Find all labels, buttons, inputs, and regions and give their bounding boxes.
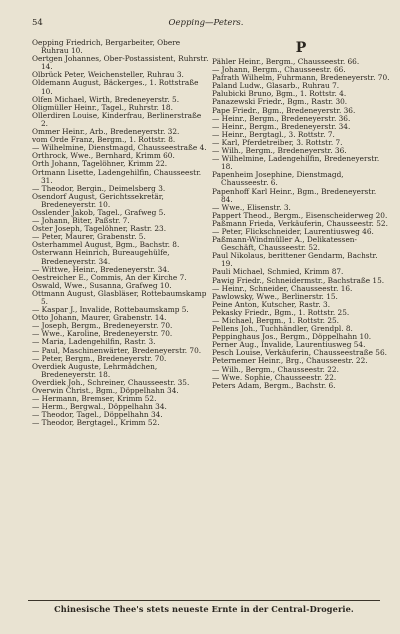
directory-entry: Otto Johann, Maurer, Grabenstr. 14. xyxy=(32,313,167,323)
directory-entry: — Peter, Bergm., Bredeneyerstr. 70. xyxy=(32,353,167,363)
directory-entry: — Wwe., Elisenstr. 3. xyxy=(212,202,291,212)
advertisement-footer: Chinesische Thee's stets neueste Ernte in der Central-Drogerie. xyxy=(28,600,380,614)
directory-entry: Panazewski Friedr., Bgm., Rastr. 30. xyxy=(212,97,348,107)
directory-entry: Osendorf August, Gerichtssekretär, Bredeneyerstr. 10. xyxy=(32,191,164,209)
directory-entry: — Wwe. Sophie, Chausseestr. 22. xyxy=(212,372,337,382)
page-header xyxy=(32,18,380,32)
directory-entry: Papenheim Josephine, Dienstmagd, Chausseestr. 6. xyxy=(212,170,344,188)
directory-entry: vom Orde Franz, Bergm., 1. Rottstr. 8. xyxy=(32,135,176,145)
directory-entry: Oepping Friedrich, Bergarbeiter, Obere Ruhrau 10. xyxy=(32,38,181,56)
left-column xyxy=(32,39,210,428)
directory-entry: — Herm., Bergwal., Döppelhahn 34. xyxy=(32,402,167,412)
directory-entry: Pawlowsky, Wwe., Berlinerstr. 15. xyxy=(212,291,338,301)
directory-entry: Papenhoff Karl Heinr., Bgm., Bredeneyerstr. 84. xyxy=(212,186,377,204)
directory-entry: — Johann, Bergm., Chausseestr. 66. xyxy=(212,65,346,75)
directory-entry: — Theodor, Bergtagel., Krimm 52. xyxy=(32,418,160,428)
directory-entry: Oswald, Wwe., Susanna, Grafweg 10. xyxy=(32,280,172,290)
directory-entry: Ottmann August, Glasbläser, Rottebaumskamp 5. xyxy=(32,288,207,306)
directory-entry: — Peter, Maurer, Grabenstr. 5. xyxy=(32,232,146,242)
directory-entry: Palubicki Bruno, Bgm., 1. Rottstr. 4. xyxy=(212,89,347,99)
directory-entry: Pesch Louise, Verkäuferin, Chausseestraße 56. xyxy=(212,348,387,358)
directory-entry: Perner Aug., Invalide, Laurentiusweg 54. xyxy=(212,340,366,350)
directory-entry: Oldemann August, Bäckerges., 1. Rottstraße 10. xyxy=(32,78,199,96)
directory-entry: Osterwann Heinrich, Bureaugehülfe, Bredeneyerstr. 34. xyxy=(32,248,170,266)
directory-entry: — Karl, Pferdetreiber, 3. Rottstr. 7. xyxy=(212,137,343,147)
directory-entry: Paul Nikolaus, berittener Gendarm, Bachstr. 19. xyxy=(212,251,378,269)
directory-entry: Oster Joseph, Tagelöhner, Rastr. 23. xyxy=(32,224,167,234)
directory-entry: Pähler Heinr., Bergm., Chausseestr. 66. xyxy=(212,57,360,66)
directory-entry: Peine Anton, Kutscher, Rastr. 3. xyxy=(212,299,331,309)
directory-entry: Olfen Michael, Wirth, Bredeneyerstr. 5. xyxy=(32,94,180,104)
directory-entry: — Hermann, Bremser, Krimm 52. xyxy=(32,394,157,404)
directory-entry: Paßmann Frieda, Verkäuferin, Chausseestr. 52. xyxy=(212,218,388,228)
directory-entry: — Wilhelmine, Dienstmagd, Chausseestraße 4. xyxy=(32,143,207,153)
right-column-entries xyxy=(212,58,390,390)
directory-entry: — Wilhelmine, Ladengehilfin, Bredeneyerstr. 18. xyxy=(212,154,380,172)
directory-entry: — Johann, Biter, Paßstr. 7. xyxy=(32,216,130,226)
right-column xyxy=(212,39,390,390)
directory-entry: Paland Ludw., Glasarb., Ruhrau 7. xyxy=(212,81,340,91)
directory-entry: — Wittwe, Heinr., Bredeneyerstr. 34. xyxy=(32,264,170,274)
directory-entry: — Heinr., Schneider, Chausseestr. 16. xyxy=(212,283,353,293)
directory-entry: Peters Adam, Bergm., Bachstr. 6. xyxy=(212,380,336,390)
directory-entry: Orthrock, Wwe., Bernhard, Krimm 60. xyxy=(32,151,175,161)
directory-entry: Ollerdiren Louise, Kinderfrau, Berlinerstraße 2. xyxy=(32,110,202,128)
section-letter: P xyxy=(295,40,307,56)
directory-entry: Ortmann Lisette, Ladengehilfin, Chausseestr. 31. xyxy=(32,167,202,185)
directory-entry: Osterhammel August, Bgm., Bachstr. 8. xyxy=(32,240,180,250)
directory-entry: — Wilh., Bergm., Bredeneyerstr. 36. xyxy=(212,146,347,156)
running-title: Oepping—Peters. xyxy=(168,18,244,28)
directory-entry: Oestreicher E., Commis, An der Kirche 7. xyxy=(32,272,187,282)
directory-entry: — Wilh., Bergm., Chausseestr. 22. xyxy=(212,364,339,374)
directory-entry: Osslender Jakob, Tagel., Grafweg 5. xyxy=(32,207,166,217)
directory-entry: — Theodor, Tagel., Döppelhahn 34. xyxy=(32,410,163,420)
directory-entry: Pafrath Wilhelm, Fuhrmann, Bredeneyerstr. 70. xyxy=(212,73,390,83)
directory-entry: Pawig Friedr., Schneidermstr., Bachstraße 15. xyxy=(212,275,385,285)
directory-entry: — Joseph, Bergm., Bredeneyerstr. 70. xyxy=(32,321,173,331)
directory-entry: — Peter, Flickschneider, Laurentiusweg 46. xyxy=(212,226,374,236)
directory-entry: Oertgen Johannes, Ober-Postassistent, Ruhrstr. 14. xyxy=(32,54,209,72)
directory-entry: Peppinghaus Jos., Bergm., Döppelhahn 10. xyxy=(212,332,372,342)
directory-entry: — Maria, Ladengehilfin, Rastr. 3. xyxy=(32,337,156,347)
directory-entry: Pape Friedr., Bgm., Bredeneyerstr. 36. xyxy=(212,105,356,115)
directory-entry: — Heinr., Bergm., Bredeneyerstr. 34. xyxy=(212,121,351,131)
directory-entry: Pappert Theod., Bergm., Eisenscheiderweg 20. xyxy=(212,210,388,220)
directory-entry: Oligmüller Heinr., Tagel., Ruhrstr. 18. xyxy=(32,102,173,112)
directory-entry: — Michael, Bergm., 1. Rottstr. 25. xyxy=(212,316,340,325)
directory-entry: Orth Johann, Tagelöhner, Krimm 22. xyxy=(32,159,168,169)
directory-entry: Peternemer Heinr., Brg., Chausseestr. 22. xyxy=(212,356,368,366)
directory-entry: Pauli Michael, Schmied, Krimm 87. xyxy=(212,267,344,277)
directory-entry: — Theodor, Bergin., Deimelsberg 3. xyxy=(32,183,166,193)
directory-entry: — Heinr., Bergm., Bredeneyerstr. 36. xyxy=(212,113,351,123)
directory-entry: — Paul, Maschinenwärter, Bredeneyerstr. 70. xyxy=(32,345,202,355)
directory-entry: Pellens Joh., Tuchhändler, Grendpl. 8. xyxy=(212,324,353,334)
directory-entry: — Wwe., Karoline, Bredeneyerstr. 70. xyxy=(32,329,173,339)
directory-entry: Olbrück Peter, Weichensteller, Ruhrau 3. xyxy=(32,70,184,80)
directory-entry: — Heinr., Bergtagl., 3. Rottstr. 7. xyxy=(212,129,335,139)
directory-entry: — Kaspar J., Invalide, Rottebaumskamp 5. xyxy=(32,305,189,315)
directory-entry: Overdiek Joh., Schreiner, Chausseestr. 35. xyxy=(32,377,190,387)
directory-entry: Overdiek Auguste, Lehrmädchen, Bredeneyerstr. 18. xyxy=(32,361,158,379)
directory-entry: Overwin Christ., Bgm., Döppelhahn 34. xyxy=(32,386,179,396)
page-number: 54 xyxy=(32,18,43,28)
directory-entry: Paßmann-Windmüller A., Delikatessen-Geschäft, Chausseestr. 52. xyxy=(212,235,358,253)
directory-entry: Pekasky Friedr., Bgm., 1. Rottstr. 25. xyxy=(212,307,350,317)
directory-entry: Ommer Heinr., Arb., Bredeneyerstr. 32. xyxy=(32,127,180,137)
